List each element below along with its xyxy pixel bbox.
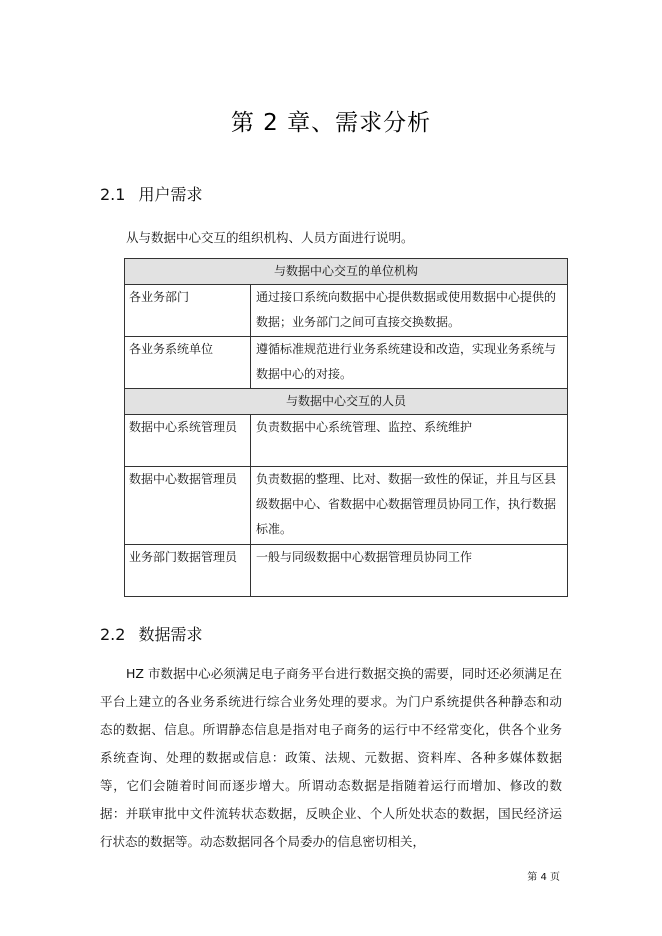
interaction-table (124, 258, 568, 597)
table-cell-desc: 一般与同级数据中心数据管理员协同工作 (251, 545, 568, 597)
section-title: 数据需求 (138, 625, 203, 644)
table-row (125, 337, 568, 389)
table-cell-name: 业务部门数据管理员 (125, 545, 251, 597)
table-cell-desc: 通过接口系统向数据中心提供数据或使用数据中心提供的数据；业务部门之间可直接交换数据。 (251, 285, 568, 337)
section-heading-user-requirements (100, 182, 203, 205)
table-cell-desc: 负责数据的整理、比对、数据一致性的保证，并且与区县级数据中心、省数据中心数据管理员协同工作，执行数据标准。 (251, 467, 568, 545)
table-cell-desc: 负责数据中心系统管理、监控、系统维护 (251, 415, 568, 467)
table-cell-name: 各业务部门 (125, 285, 251, 337)
body-paragraph: HZ 市数据中心必须满足电子商务平台进行数据交换的需要，同时还必须满足在平台上建立的各业务系统进行综合业务处理的要求。为门户系统提供各种静态和动态的数据、信息。所谓静态信息是指对电子商务的运行中不经常变化，供各个业务系统查询、处理的数据或信息：政策、法规、元数据、资料库、各种多媒体数据等，它们会随着时间而逐步增大。所谓动态数据是指随着运行而增加、修改的数据：并联审批中文件流转状态数据，反映企业、个人所处状态的数据，国民经济运行状态的数据等。动态数据同各个局委办的信息密切相关， (100, 666, 562, 849)
table-row (125, 467, 568, 545)
table-cell-name: 各业务系统单位 (125, 337, 251, 389)
section-title: 用户需求 (138, 185, 203, 204)
table-row (125, 415, 568, 467)
chapter-title: 第 2 章、需求分析 (230, 110, 432, 136)
table-cell-name: 数据中心系统管理员 (125, 415, 251, 467)
table-row (125, 285, 568, 337)
table-group-header-row (125, 389, 568, 415)
section-heading-data-requirements (100, 622, 203, 645)
table-group-header: 与数据中心交互的单位机构 (125, 259, 568, 285)
table-group-header-row (125, 259, 568, 285)
intro-text: 从与数据中心交互的组织机构、人员方面进行说明。 (126, 230, 414, 245)
table-cell-desc: 遵循标准规范进行业务系统建设和改造，实现业务系统与数据中心的对接。 (251, 337, 568, 389)
table-row (125, 545, 568, 597)
page-number: 第 4 页 (527, 872, 560, 883)
section-number: 2.1 (100, 185, 126, 204)
section-number: 2.2 (100, 625, 126, 644)
table-group-header: 与数据中心交互的人员 (125, 389, 568, 415)
table-cell-name: 数据中心数据管理员 (125, 467, 251, 545)
